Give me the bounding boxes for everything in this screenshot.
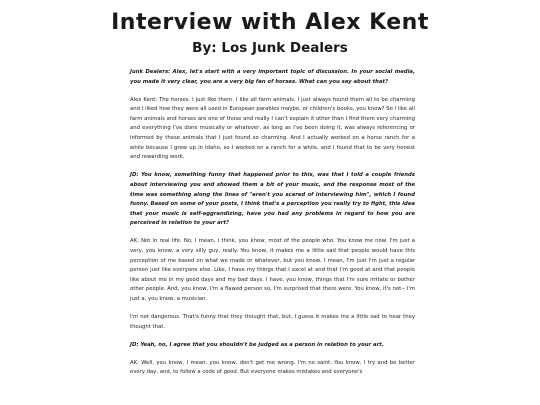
question-paragraph: Junk Dealers: Alex, let's start with a very important topic of discussion. In your social media, you made it very clear, you are a very big fan of horses. What can you say about that? xyxy=(130,69,415,85)
answer-paragraph: I'm not dangerous. That's funny that they thought that, but, I guess it makes me a little sad to hear they thought that. xyxy=(130,314,415,330)
document-title: Interview with Alex Kent xyxy=(111,10,429,35)
answer-paragraph: AK: Not in real life. No, I mean, I think, you know, most of the people who. You know me now. I'm just a very, you know, a very silly guy, really. You know, it makes me a little sad that people would have this perception of me based on what we made or whatever, but you know, I mean, I'm just I'm just a regular person just like everyone else. Like, I have my things that I excel at and that I'm good at and that people like about me in my good days and my bad days. I have, you know, things that I'm sure irritate or bother other people. And, you know, I'm a flawed person so, I'm surprised that there were. You know, it's not-- I'm just a, you know, a musician. xyxy=(130,238,415,302)
answer-paragraph: Alex Kent: The horses. I just like them. I like all farm animals. I just always found them all to be charming and I liked how they were all used in European parables maybe, or children's books, you know? So I like all farm animals and horses are one of those and really I can't explain it other than I find them very charming and everything I've done musically or whatever, as long as I've been doing it, was always referencing or informed by these animals that I just found so charming. And I actually worked on a horse ranch for a while because I grew up in Idaho, so I worked on a ranch for a while, and I found that to be very honest and rewarding work. xyxy=(130,96,415,161)
interview-body xyxy=(130,68,415,387)
question-paragraph: JD: You know, something funny that happened prior to this, was that I told a couple friends about interviewing you and showed them a bit of your music, and the response most of the time was something along the lines of "aren't you scared of interviewing him", which I found funny. Based on some of your posts, I think that's a perception you really try to fight, this idea that your music is self-aggrandizing, have you had any problems in regard to how you are perceived in relation to your art? xyxy=(130,172,415,227)
answer-paragraph: AK: Well, you know, I mean, you know, don't get me wrong, I'm no saint. You know, I try and be better every day, and, to follow a code of good. But everyone makes mistakes and everyone's xyxy=(130,359,415,376)
document-byline: By: Los Junk Dealers xyxy=(192,40,348,56)
question-paragraph: JD: Yeah, no, I agree that you shouldn't be judged as a person in relation to your art. xyxy=(130,341,384,348)
